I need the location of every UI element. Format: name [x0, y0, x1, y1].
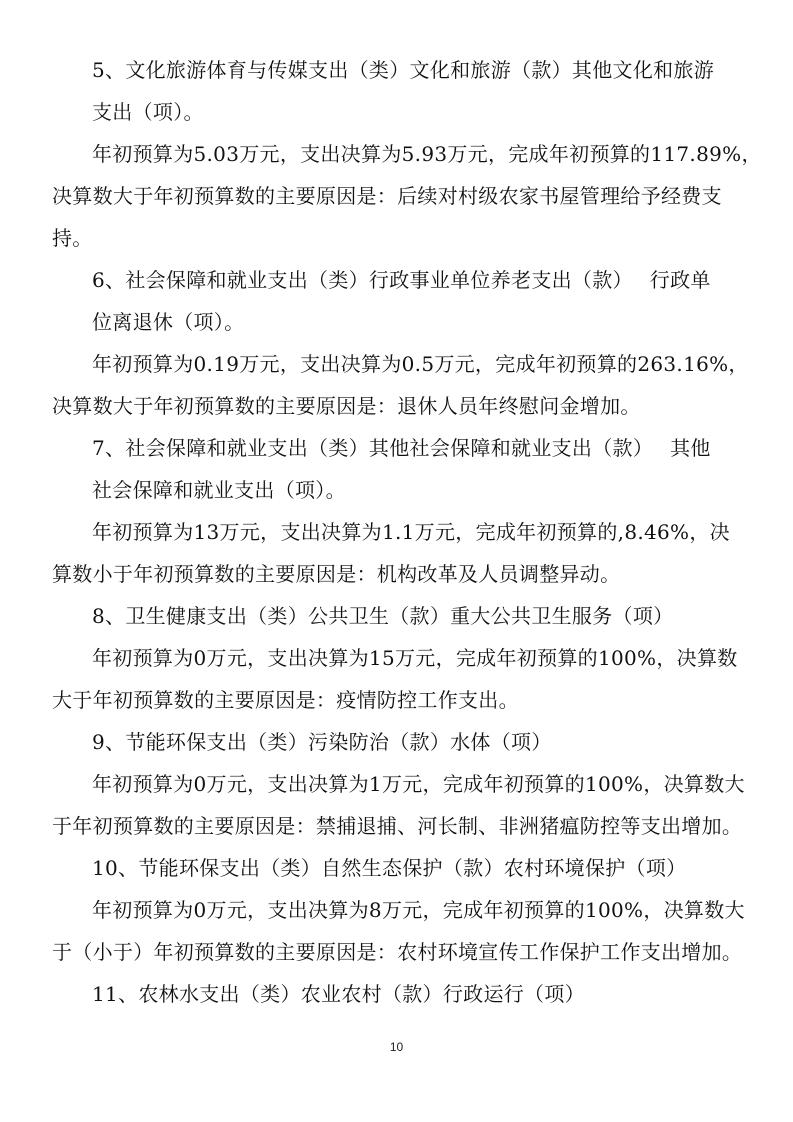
text-line: 年初预算为0万元，支出决算为1万元，完成年初预算的100%，决算数大	[92, 772, 745, 796]
text-line: 决算数大于年初预算数的主要原因是：后续对村级农家书屋管理给予经费支	[52, 184, 722, 208]
text-line: 位离退休（项）。	[92, 310, 245, 334]
text-line: 大于年初预算数的主要原因是：疫情防控工作支出。	[52, 688, 519, 712]
text-line: 年初预算为13万元，支出决算为1.1万元，完成年初预算的,8.46%，决	[92, 520, 730, 544]
text-line: 社会保障和就业支出（项）。	[92, 478, 346, 502]
text-line: 5、文化旅游体育与传媒支出（类）文化和旅游（款）其他文化和旅游	[92, 58, 715, 82]
text-line: 11、农林水支出（类）农业农村（款）行政运行（项）	[92, 982, 585, 1006]
text-line: 10、节能环保支出（类）自然生态保护（款）农村环境保护（项）	[92, 856, 687, 880]
text-line: 年初预算为5.03万元，支出决算为5.93万元，完成年初预算的117.89%，	[92, 142, 762, 166]
text-line: 9、节能环保支出（类）污染防治（款）水体（项）	[92, 730, 552, 754]
text-line: 8、卫生健康支出（类）公共卫生（款）重大公共卫生服务（项）	[92, 604, 674, 628]
text-line: 算数小于年初预算数的主要原因是：机构改革及人员调整异动。	[52, 562, 621, 586]
text-line: 年初预算为0.19万元，支出决算为0.5万元，完成年初预算的263.16%，	[92, 352, 749, 376]
text-line: 6、社会保障和就业支出（类）行政事业单位养老支出（款） 行政单	[92, 268, 711, 292]
text-line: 支出（项）。	[92, 100, 204, 124]
text-line: 年初预算为0万元，支出决算为15万元，完成年初预算的100%，决算数	[92, 646, 738, 670]
text-line: 决算数大于年初预算数的主要原因是：退休人员年终慰问金增加。	[52, 394, 641, 418]
text-line: 7、社会保障和就业支出（类）其他社会保障和就业支出（款） 其他	[92, 436, 711, 460]
text-line: 年初预算为0万元，支出决算为8万元，完成年初预算的100%，决算数大	[92, 898, 745, 922]
text-line: 持。	[52, 226, 93, 250]
text-line: 于年初预算数的主要原因是：禁捕退捕、河长制、非洲猪瘟防控等支出增加。	[52, 814, 743, 838]
text-line: 于（小于）年初预算数的主要原因是：农村环境宣传工作保护工作支出增加。	[52, 940, 743, 964]
page-number: 10	[389, 1040, 404, 1054]
